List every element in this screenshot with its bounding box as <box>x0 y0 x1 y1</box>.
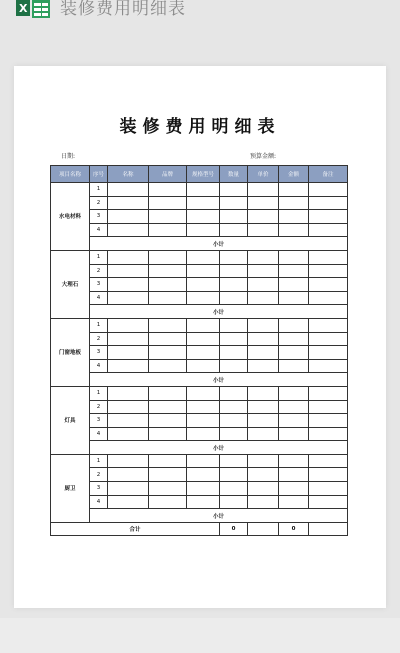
data-cell[interactable] <box>149 359 187 373</box>
subtotal-row <box>51 305 348 319</box>
data-cell[interactable] <box>248 468 279 482</box>
data-cell[interactable] <box>108 359 149 373</box>
data-cell[interactable] <box>149 468 187 482</box>
subtotal-row <box>51 441 348 455</box>
data-cell[interactable] <box>149 332 187 346</box>
data-cell[interactable] <box>279 210 309 224</box>
data-cell[interactable] <box>309 482 348 496</box>
data-cell[interactable] <box>187 359 220 373</box>
data-cell[interactable] <box>149 400 187 414</box>
data-cell[interactable] <box>248 414 279 428</box>
data-cell[interactable] <box>309 414 348 428</box>
data-cell[interactable] <box>149 454 187 468</box>
data-cell[interactable] <box>108 196 149 210</box>
data-cell[interactable] <box>108 468 149 482</box>
data-cell[interactable] <box>279 291 309 305</box>
subtotal-label: 小计 <box>90 441 348 455</box>
data-cell[interactable] <box>248 250 279 264</box>
column-header: 项目名称 <box>51 166 90 183</box>
app-title: 装修费用明细表 <box>60 0 186 19</box>
excel-icon <box>16 0 50 18</box>
data-cell[interactable] <box>149 278 187 292</box>
data-cell[interactable] <box>108 332 149 346</box>
expense-table <box>50 165 348 536</box>
data-cell[interactable] <box>108 210 149 224</box>
data-cell[interactable] <box>309 332 348 346</box>
data-cell[interactable] <box>149 196 187 210</box>
data-cell[interactable] <box>248 386 279 400</box>
data-cell[interactable] <box>187 482 220 496</box>
data-cell[interactable] <box>149 210 187 224</box>
date-label: 日期: <box>61 153 76 160</box>
data-cell[interactable] <box>279 468 309 482</box>
row-number-cell: 3 <box>90 278 108 292</box>
data-cell[interactable] <box>220 318 248 332</box>
data-cell[interactable] <box>279 427 309 441</box>
table-row <box>51 468 348 482</box>
data-cell[interactable] <box>248 196 279 210</box>
data-cell[interactable] <box>108 250 149 264</box>
data-cell[interactable] <box>248 332 279 346</box>
data-cell[interactable] <box>279 264 309 278</box>
row-number-cell: 2 <box>90 196 108 210</box>
data-cell[interactable] <box>108 223 149 237</box>
data-cell[interactable] <box>220 183 248 197</box>
data-cell[interactable] <box>187 346 220 360</box>
data-cell[interactable] <box>149 264 187 278</box>
data-cell[interactable] <box>187 223 220 237</box>
data-cell[interactable] <box>187 414 220 428</box>
subtotal-row <box>51 373 348 387</box>
data-cell[interactable] <box>279 250 309 264</box>
data-cell[interactable] <box>149 223 187 237</box>
row-number-cell: 4 <box>90 291 108 305</box>
row-number-cell: 3 <box>90 346 108 360</box>
category-cell: 水电材料 <box>51 183 90 251</box>
data-cell[interactable] <box>279 196 309 210</box>
subtotal-label: 小计 <box>90 509 348 523</box>
table-row <box>51 427 348 441</box>
data-cell[interactable] <box>149 183 187 197</box>
column-header: 数量 <box>220 166 248 183</box>
subtotal-row <box>51 237 348 251</box>
data-cell[interactable] <box>279 183 309 197</box>
subtotal-label: 小计 <box>90 305 348 319</box>
table-row <box>51 454 348 468</box>
total-row <box>51 522 348 536</box>
data-cell[interactable] <box>279 454 309 468</box>
subtotal-label: 小计 <box>90 373 348 387</box>
data-cell[interactable] <box>149 386 187 400</box>
column-header: 序号 <box>90 166 108 183</box>
column-header: 金额 <box>279 166 309 183</box>
data-cell[interactable] <box>187 210 220 224</box>
table-row <box>51 196 348 210</box>
data-cell[interactable] <box>220 210 248 224</box>
category-cell: 灯具 <box>51 386 90 454</box>
data-cell[interactable] <box>149 427 187 441</box>
data-cell[interactable] <box>220 291 248 305</box>
data-cell[interactable] <box>279 346 309 360</box>
data-cell[interactable] <box>279 495 309 509</box>
data-cell[interactable] <box>220 454 248 468</box>
row-number-cell: 2 <box>90 400 108 414</box>
row-number-cell: 4 <box>90 427 108 441</box>
column-header: 品牌 <box>149 166 187 183</box>
row-number-cell: 1 <box>90 183 108 197</box>
data-cell[interactable] <box>309 454 348 468</box>
data-cell[interactable] <box>220 495 248 509</box>
data-cell[interactable] <box>220 196 248 210</box>
table-row <box>51 210 348 224</box>
data-cell[interactable] <box>220 250 248 264</box>
row-number-cell: 1 <box>90 318 108 332</box>
data-cell[interactable] <box>309 346 348 360</box>
total-remark-cell <box>309 522 348 536</box>
data-cell[interactable] <box>187 250 220 264</box>
data-cell[interactable] <box>309 400 348 414</box>
data-cell[interactable] <box>309 196 348 210</box>
data-cell[interactable] <box>248 359 279 373</box>
data-cell[interactable] <box>187 318 220 332</box>
row-number-cell: 1 <box>90 454 108 468</box>
data-cell[interactable] <box>248 183 279 197</box>
data-cell[interactable] <box>248 400 279 414</box>
row-number-cell: 2 <box>90 264 108 278</box>
data-cell[interactable] <box>108 495 149 509</box>
data-cell[interactable] <box>248 223 279 237</box>
column-header: 规格型号 <box>187 166 220 183</box>
data-cell[interactable] <box>309 359 348 373</box>
row-number-cell: 3 <box>90 414 108 428</box>
data-cell[interactable] <box>248 264 279 278</box>
data-cell[interactable] <box>149 346 187 360</box>
total-price-cell <box>248 522 279 536</box>
total-label: 合计 <box>51 522 220 536</box>
data-cell[interactable] <box>248 427 279 441</box>
column-header: 单价 <box>248 166 279 183</box>
data-cell[interactable] <box>309 183 348 197</box>
row-number-cell: 1 <box>90 250 108 264</box>
row-number-cell: 4 <box>90 223 108 237</box>
data-cell[interactable] <box>248 454 279 468</box>
data-cell[interactable] <box>149 414 187 428</box>
row-number-cell: 1 <box>90 386 108 400</box>
data-cell[interactable] <box>220 278 248 292</box>
data-cell[interactable] <box>108 318 149 332</box>
table-row <box>51 278 348 292</box>
row-number-cell: 2 <box>90 332 108 346</box>
table-row <box>51 332 348 346</box>
data-cell[interactable] <box>248 495 279 509</box>
bottom-bar <box>0 618 400 653</box>
data-cell[interactable] <box>279 400 309 414</box>
row-number-cell: 4 <box>90 495 108 509</box>
table-row <box>51 318 348 332</box>
data-cell[interactable] <box>187 196 220 210</box>
data-cell[interactable] <box>309 318 348 332</box>
data-cell[interactable] <box>248 291 279 305</box>
data-cell[interactable] <box>108 386 149 400</box>
data-cell[interactable] <box>220 400 248 414</box>
table-row <box>51 183 348 197</box>
table-row <box>51 386 348 400</box>
data-cell[interactable] <box>220 332 248 346</box>
data-cell[interactable] <box>220 346 248 360</box>
data-cell[interactable] <box>309 250 348 264</box>
data-cell[interactable] <box>187 278 220 292</box>
data-cell[interactable] <box>248 278 279 292</box>
data-cell[interactable] <box>187 386 220 400</box>
data-cell[interactable] <box>279 318 309 332</box>
data-cell[interactable] <box>220 482 248 496</box>
data-cell[interactable] <box>108 278 149 292</box>
data-cell[interactable] <box>309 386 348 400</box>
data-cell[interactable] <box>248 346 279 360</box>
table-row <box>51 250 348 264</box>
data-cell[interactable] <box>309 264 348 278</box>
data-cell[interactable] <box>279 482 309 496</box>
data-cell[interactable] <box>187 427 220 441</box>
row-number-cell: 2 <box>90 468 108 482</box>
data-cell[interactable] <box>279 359 309 373</box>
row-number-cell: 4 <box>90 359 108 373</box>
data-cell[interactable] <box>220 223 248 237</box>
table-row <box>51 414 348 428</box>
data-cell[interactable] <box>108 414 149 428</box>
column-header: 备注 <box>309 166 348 183</box>
data-cell[interactable] <box>309 210 348 224</box>
category-cell: 厨卫 <box>51 454 90 522</box>
data-cell[interactable] <box>187 264 220 278</box>
data-cell[interactable] <box>248 482 279 496</box>
column-header: 名称 <box>108 166 149 183</box>
data-cell[interactable] <box>187 454 220 468</box>
data-cell[interactable] <box>149 495 187 509</box>
row-number-cell: 3 <box>90 482 108 496</box>
table-header-row <box>51 166 348 183</box>
data-cell[interactable] <box>108 183 149 197</box>
budget-label: 预算金额: <box>250 153 277 160</box>
document-title: 装修费用明细表 <box>119 117 281 137</box>
data-cell[interactable] <box>309 291 348 305</box>
table-row <box>51 346 348 360</box>
data-cell[interactable] <box>220 468 248 482</box>
data-cell[interactable] <box>187 468 220 482</box>
total-amount: 0 <box>279 522 309 536</box>
row-number-cell: 3 <box>90 210 108 224</box>
table-row <box>51 264 348 278</box>
data-cell[interactable] <box>108 454 149 468</box>
data-cell[interactable] <box>309 427 348 441</box>
data-cell[interactable] <box>187 291 220 305</box>
top-bar <box>0 0 400 22</box>
subtotal-label: 小计 <box>90 237 348 251</box>
data-cell[interactable] <box>149 482 187 496</box>
data-cell[interactable] <box>309 278 348 292</box>
data-cell[interactable] <box>279 332 309 346</box>
data-cell[interactable] <box>108 264 149 278</box>
data-cell[interactable] <box>187 332 220 346</box>
table-row <box>51 400 348 414</box>
document-page <box>14 66 386 608</box>
data-cell[interactable] <box>220 359 248 373</box>
table-row <box>51 223 348 237</box>
category-cell: 门窗地板 <box>51 318 90 386</box>
data-cell[interactable] <box>108 482 149 496</box>
data-cell[interactable] <box>279 278 309 292</box>
category-cell: 大理石 <box>51 250 90 318</box>
data-cell[interactable] <box>187 495 220 509</box>
table-row <box>51 291 348 305</box>
data-cell[interactable] <box>149 291 187 305</box>
data-cell[interactable] <box>279 386 309 400</box>
data-cell[interactable] <box>187 183 220 197</box>
data-cell[interactable] <box>279 414 309 428</box>
table-row <box>51 495 348 509</box>
data-cell[interactable] <box>220 427 248 441</box>
data-cell[interactable] <box>220 264 248 278</box>
data-cell[interactable] <box>279 223 309 237</box>
data-cell[interactable] <box>108 427 149 441</box>
data-cell[interactable] <box>248 210 279 224</box>
table-row <box>51 359 348 373</box>
data-cell[interactable] <box>309 223 348 237</box>
data-cell[interactable] <box>309 468 348 482</box>
data-cell[interactable] <box>108 346 149 360</box>
total-quantity: 0 <box>220 522 248 536</box>
data-cell[interactable] <box>309 495 348 509</box>
data-cell[interactable] <box>108 291 149 305</box>
svg-text:X: X <box>19 2 28 15</box>
subtotal-row <box>51 509 348 523</box>
data-cell[interactable] <box>187 400 220 414</box>
data-cell[interactable] <box>149 250 187 264</box>
data-cell[interactable] <box>108 400 149 414</box>
data-cell[interactable] <box>149 318 187 332</box>
table-row <box>51 482 348 496</box>
data-cell[interactable] <box>248 318 279 332</box>
data-cell[interactable] <box>220 414 248 428</box>
data-cell[interactable] <box>220 386 248 400</box>
